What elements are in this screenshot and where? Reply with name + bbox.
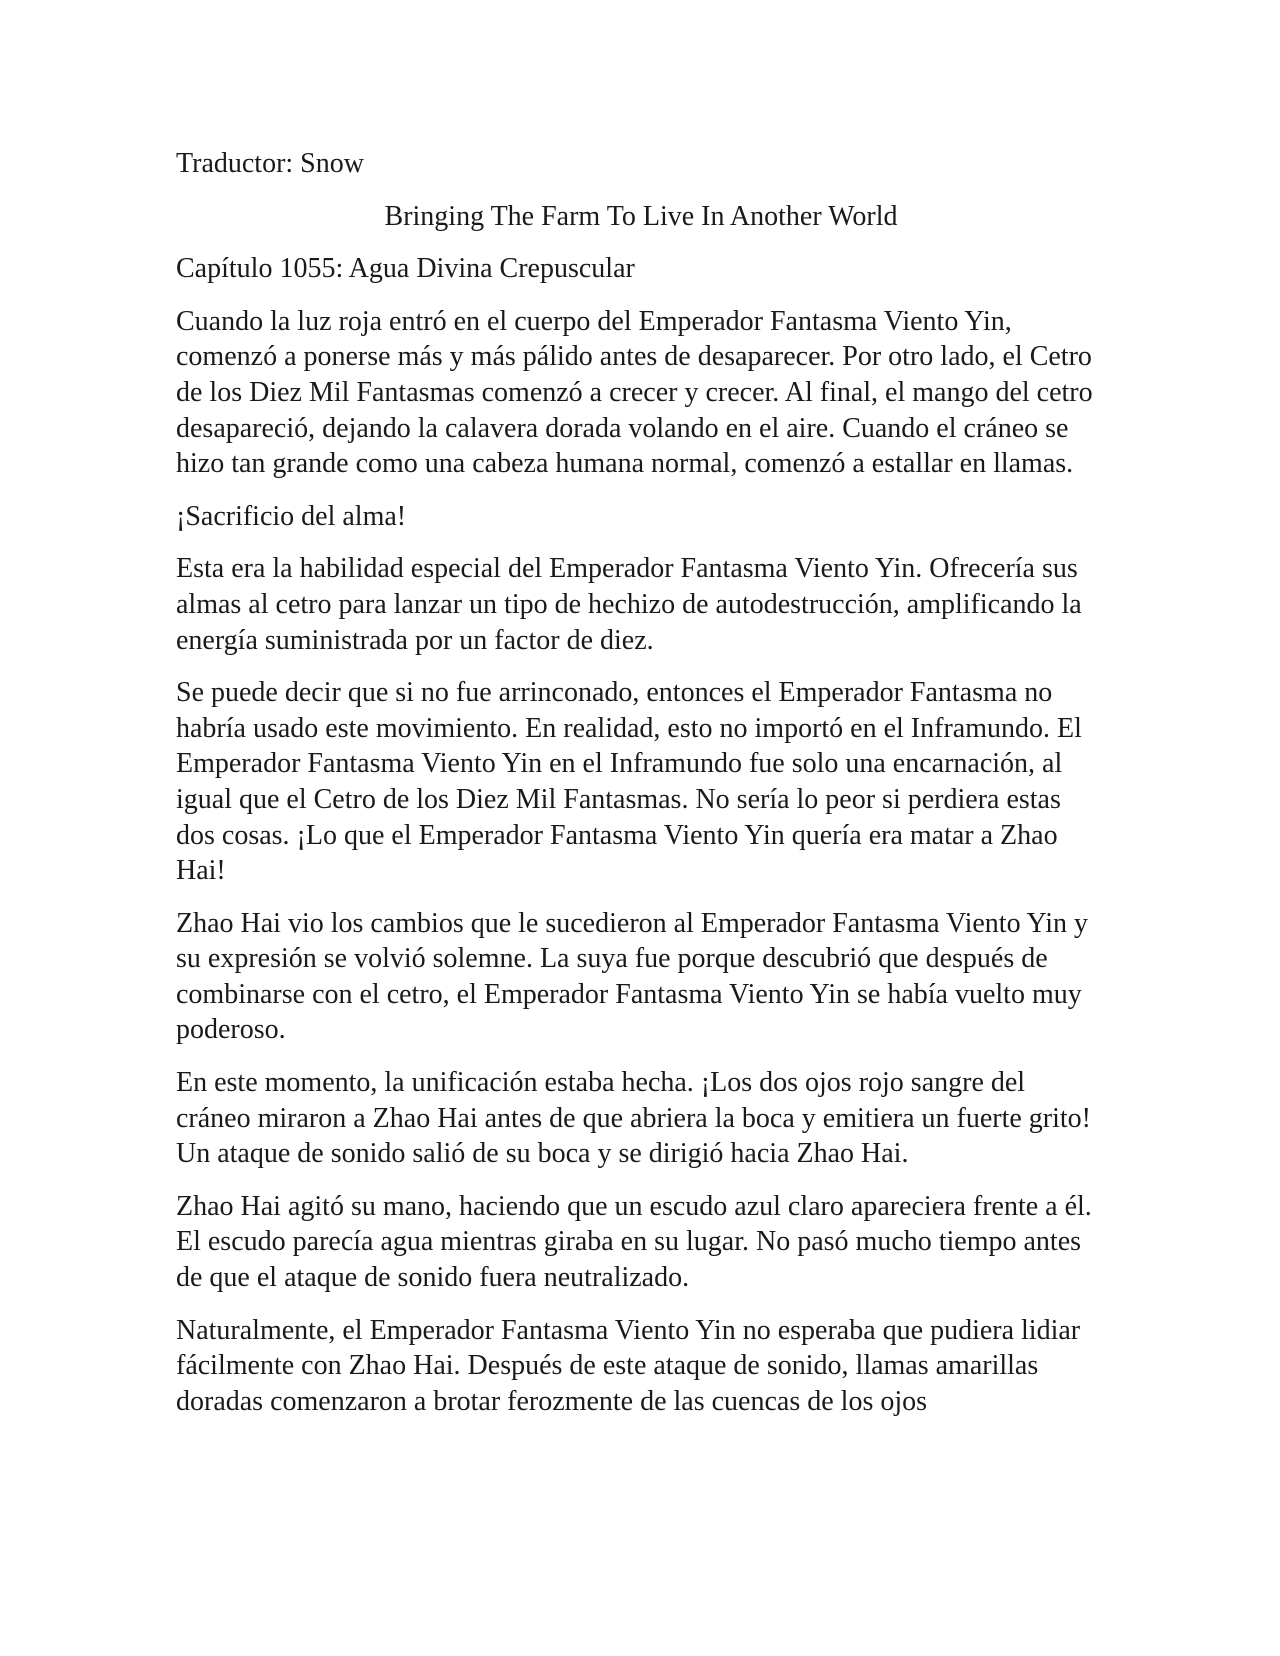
paragraph: Zhao Hai vio los cambios que le sucedieron al Emperador Fantasma Viento Yin y su expresión se volvió solemne. La suya fue porque descubrió que después de combinarse con el cetro, el Emperador Fantasma Viento Yin se había vuelto muy poderoso. [176, 907, 1088, 1046]
paragraph: Esta era la habilidad especial del Emperador Fantasma Viento Yin. Ofrecería sus almas al cetro para lanzar un tipo de hechizo de autodestrucción, amplificando la energía suministrada por un factor de diez. [176, 553, 1082, 656]
chapter-title: Capítulo 1055: Agua Divina Crepuscular [176, 253, 635, 285]
paragraph: Naturalmente, el Emperador Fantasma Viento Yin no esperaba que pudiera lidiar fácilmente con Zhao Hai. Después de este ataque de sonido, llamas amarillas doradas comenzaron a brotar ferozmente de las cuencas de los ojos [176, 1314, 1081, 1417]
paragraph: ¡Sacrificio del alma! [176, 500, 407, 532]
paragraph: En este momento, la unificación estaba hecha. ¡Los dos ojos rojo sangre del cráneo miraron a Zhao Hai antes de que abriera la boca y emitiera un fuerte grito! Un ataque de sonido salió de su boca y se dirigió hacia Zhao Hai. [176, 1067, 1092, 1170]
book-title: Bringing The Farm To Live In Another World [384, 200, 898, 232]
paragraph: Se puede decir que si no fue arrinconado, entonces el Emperador Fantasma no habría usado este movimiento. En realidad, esto no importó en el Inframundo. El Emperador Fantasma Viento Yin en el Inframundo fue solo una encarnación, al igual que el Cetro de los Diez Mil Fantasmas. No sería lo peor si perdiera estas dos cosas. ¡Lo que el Emperador Fantasma Viento Yin quería era matar a Zhao Hai! [176, 677, 1082, 887]
paragraph: Zhao Hai agitó su mano, haciendo que un escudo azul claro apareciera frente a él. El escudo parecía agua mientras giraba en su lugar. No pasó mucho tiempo antes de que el ataque de sonido fuera neutralizado. [176, 1190, 1092, 1294]
paragraph: Cuando la luz roja entró en el cuerpo del Emperador Fantasma Viento Yin, comenzó a ponerse más y más pálido antes de desaparecer. Por otro lado, el Cetro de los Diez Mil Fantasmas comenzó a crecer y crecer. Al final, el mango del cetro desapareció, dejando la calavera dorada volando en el aire. Cuando el cráneo se hizo tan grande como una cabeza humana normal, comenzó a estallar en llamas. [176, 305, 1093, 480]
translator-credit: Traductor: Snow [176, 148, 364, 179]
document-page [176, 146, 1106, 1436]
